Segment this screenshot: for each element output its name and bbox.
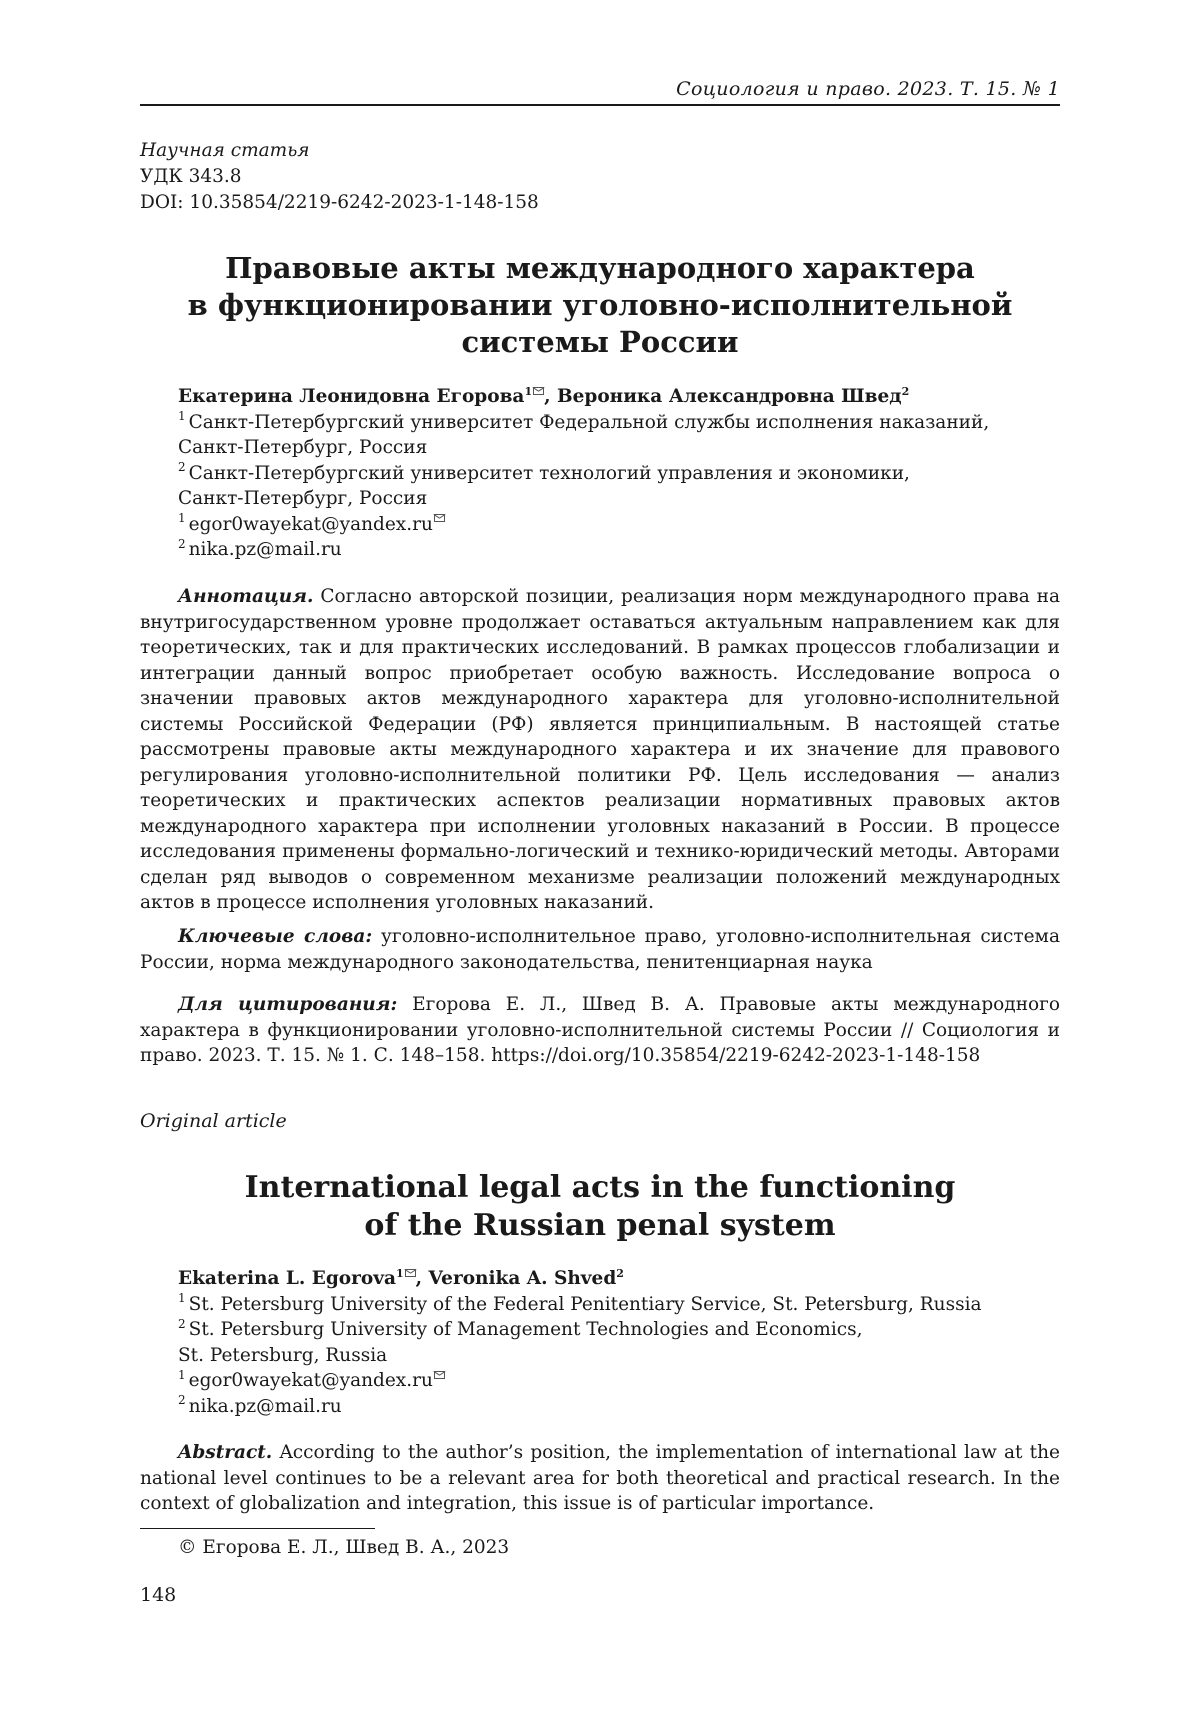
email-link[interactable]: egor0wayekat@yandex.ru: [188, 513, 433, 535]
email-link[interactable]: egor0wayekat@yandex.ru: [188, 1370, 433, 1391]
author-names-ru: Екатерина Леонидовна Егорова$^1$ , Вероника Александровна Швед$^2$: [178, 384, 910, 407]
affiliation-ru-2-city: Санкт-Петербург, Россия: [178, 488, 428, 509]
title-ru-line: Правовые акты международного характера: [225, 251, 975, 285]
abstract-en: [140, 1440, 1060, 1517]
affiliation-ru-1-city: Санкт-Петербург, Россия: [178, 437, 428, 458]
author-sup: 2: [616, 1266, 624, 1280]
title-en-line: of the Russian penal system: [364, 1208, 836, 1243]
author-sup: 2: [901, 384, 910, 398]
citation-label-ru: Для цитирования:: [178, 994, 398, 1015]
title-ru-line: в функционировании уголовно-исполнительной: [187, 288, 1013, 322]
title-en-line: International legal acts in the functioning: [244, 1170, 956, 1205]
author-name: Екатерина Леонидовна Егорова: [178, 386, 525, 407]
article-title-ru: [140, 250, 1060, 361]
abstract-ru: [140, 584, 1060, 916]
author-names-en: Ekaterina L. Egorova$^1$ , Veronika A. Shved$^2$: [178, 1266, 624, 1289]
citation-text-ru: Егорова Е. Л., Швед В. А. Правовые акты международного характера в функционировании уголовно-исполнительной системы России // Социология и право. 2023. Т. 15. № 1. С. 148–158. https://doi.org/10.35854/2219-6242-2023-1-148-158: [140, 994, 1060, 1066]
citation-ru: [140, 992, 1060, 1069]
envelope-icon: [434, 514, 445, 522]
doi-ru: DOI: 10.35854/2219-6242-2023-1-148-158: [140, 192, 539, 213]
header-rule: [140, 104, 1060, 106]
email-link[interactable]: nika.pz@mail.ru: [188, 539, 342, 560]
footnote-rule: [140, 1528, 375, 1529]
affiliation-en-2-city: St. Petersburg, Russia: [178, 1344, 388, 1366]
authors-block-ru: [178, 384, 1058, 563]
email-en-1: $^1$ egor0wayekat@yandex.ru: [178, 1368, 1058, 1394]
keywords-ru: [140, 924, 1060, 975]
email-ru-2: $^2$ nika.pz@mail.ru: [178, 536, 342, 560]
author-sup: 1: [395, 1266, 404, 1280]
affiliation-ru-2: $^2$ Санкт-Петербургский университет технологий управления и экономики,: [178, 460, 910, 484]
envelope-icon: [533, 387, 544, 395]
author-name: Veronika A. Shved: [428, 1268, 617, 1289]
author-name: Ekaterina L. Egorova: [178, 1268, 396, 1289]
keywords-text-ru: уголовно-исполнительное право, уголовно-исполнительная система России, норма международного законодательства, пенитенциарная наука: [140, 926, 1060, 973]
abstract-text-en: According to the author’s position, the implementation of international law at the national level continues to be a relevant area for both theoretical and practical research. In the context of globalization and integration, this issue is of particular importance.: [140, 1442, 1060, 1514]
authors-block-en: [178, 1266, 1058, 1419]
keywords-label-ru: Ключевые слова:: [178, 926, 373, 947]
article-title-en: [140, 1169, 1060, 1245]
copyright-note: © Егорова Е. Л., Швед В. А., 2023: [178, 1537, 510, 1558]
author-sup: 1: [524, 384, 533, 398]
abstract-text-ru: Согласно авторской позиции, реализация норм международного права на внутригосударственном уровне продолжает оставаться актуальным направлением как для теоретических, так и для практических исследований. В рамках процессов глобализации и интеграции данный вопрос приобретает особую важность. Исследование вопроса о значении правовых актов международного характера для уголовно-исполнительной системы Российской Федерации (РФ) является принципиальным. В настоящей статье рассмотрены правовые акты международного характера и их значение для правового регулирования уголовно-исполнительной политики РФ. Цель исследования — анализ теоретических и практических аспектов реализации нормативных правовых актов международного характера при исполнении уголовных наказаний в России. В процессе исследования применены формально-логический и технико-юридический методы. Авторами сделан ряд выводов о современном механизме реализации положений международных актов в процессе исполнения уголовных наказаний.: [140, 586, 1060, 913]
author-name: Вероника Александровна Швед: [556, 386, 902, 407]
page-number: 148: [140, 1584, 177, 1606]
email-link[interactable]: nika.pz@mail.ru: [188, 1395, 342, 1417]
affiliation-en-1: $^1$ St. Petersburg University of the Federal Penitentiary Service, St. Petersburg, Russia: [178, 1291, 982, 1315]
affiliation-en-2: $^2$ St. Petersburg University of Management Technologies and Economics,: [178, 1316, 863, 1340]
affiliation-ru-1: $^1$ Санкт-Петербургский университет Федеральной службы исполнения наказаний,: [178, 409, 990, 433]
article-meta: [140, 138, 539, 216]
email-ru-1: $^1$ egor0wayekat@yandex.ru: [178, 512, 1058, 538]
envelope-icon: [405, 1269, 416, 1277]
envelope-icon: [434, 1371, 445, 1379]
abstract-label-en: Abstract.: [178, 1442, 273, 1463]
article-type-ru: Научная статья: [140, 140, 310, 161]
email-en-2: $^2$ nika.pz@mail.ru: [178, 1393, 342, 1417]
udc-code: УДК 343.8: [140, 166, 242, 187]
article-type-en: Original article: [140, 1110, 287, 1132]
running-head: Социология и право. 2023. Т. 15. № 1: [676, 78, 1060, 100]
abstract-label-ru: Аннотация.: [178, 586, 314, 607]
title-ru-line: системы России: [461, 325, 739, 359]
